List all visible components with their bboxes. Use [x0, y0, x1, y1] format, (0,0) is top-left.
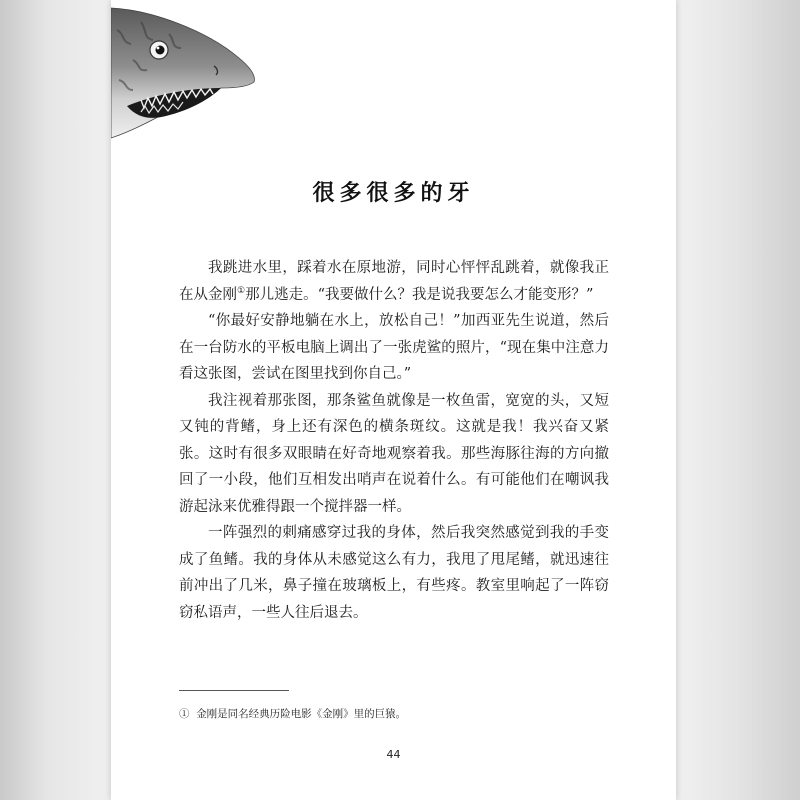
paragraph-1-after: 那儿逃走。“我要做什么？我是说我要怎么才能变形？”: [245, 286, 594, 303]
footnote-reference: ①: [237, 285, 246, 296]
chapter-title: 很多很多的牙: [312, 181, 475, 206]
paragraph-1: [179, 255, 609, 308]
paragraph-2: “你最好安静地躺在水上，放松自己！”加西亚先生说道，然后在一台防水的平板电脑上调出了一张虎鲨的照片，“现在集中注意力看这张图，尝试在图里找到你自己。”: [179, 313, 609, 382]
chapter-body: [179, 255, 609, 626]
shark-head-icon: [111, 0, 261, 140]
book-page: [111, 0, 676, 800]
page-number: 44: [386, 748, 401, 761]
footnote-divider: [179, 690, 289, 691]
footnote: [179, 706, 609, 721]
paragraph-1-before: 我跳进水里，踩着水在原地游，同时心怦怦乱跳着，就像我正在从金刚: [179, 260, 609, 303]
paragraph-4: 一阵强烈的刺痛感穿过我的身体，然后我突然感觉到我的手变成了鱼鳍。我的身体从未感觉这么有力，我甩了甩尾鳍，就迅速往前冲出了几米，鼻子撞在玻璃板上，有些疼。教室里响起了一阵窃窃私语声，一些人往后退去。: [179, 525, 609, 621]
paragraph-3: 我注视着那张图，那条鲨鱼就像是一枚鱼雷，宽宽的头，又短又钝的背鳍，身上还有深色的横条斑纹。这就是我！我兴奋又紧张。这时有很多双眼睛在好奇地观察着我。那些海豚往海的方向撤回了一小段，他们互相发出哨声在说着什么。有可能他们在嘲讽我游起泳来优雅得跟一个搅拌器一样。: [179, 392, 609, 515]
footnote-text: 金刚是同名经典历险电影《金刚》里的巨猿。: [196, 708, 407, 720]
footnote-mark: ①: [179, 708, 190, 720]
